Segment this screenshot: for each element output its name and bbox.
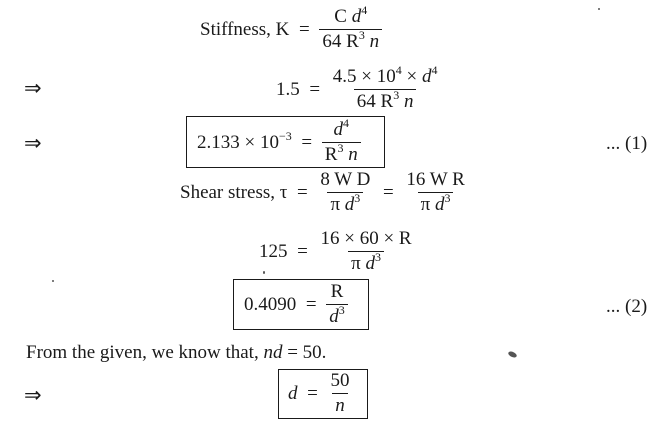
fraction-numerator: 50 [330,370,350,391]
equals-sign: = [301,131,313,153]
fraction-numerator: 16 W R [406,169,465,190]
equation-number-2: ... (2) [606,296,648,317]
fraction-denominator: n [332,393,348,417]
scan-speck [263,271,265,274]
stiffness-substitution [276,63,440,113]
equals-sign: = [297,181,308,203]
lhs-value: 0.4090 [244,293,297,315]
fraction-denominator: π $d^3$ [348,251,384,275]
boxed-fraction-1 [322,116,361,166]
equals-sign: = [382,181,394,203]
boxed-equation-2 [244,281,348,328]
substitution-fraction [330,63,441,113]
shear-stress-equation [180,169,468,216]
lhs-value: $2.133 \times 10^{-3}$ [197,128,292,153]
fraction-denominator: 64 $R^3$ n [319,29,382,53]
fraction-denominator: $R^3$ n [322,142,361,166]
boxed-fraction-2 [326,281,348,328]
fraction-denominator: π $d^3$ [418,192,454,216]
scan-speck [507,350,517,358]
lhs-value: 1.5 [276,78,300,100]
shear-sub-fraction [318,228,415,275]
equals-sign: = [309,78,321,100]
equals-sign: = [305,293,317,315]
scan-speck [52,280,54,282]
fraction-numerator: R [330,281,344,302]
implies-arrow-icon: ⇒ [24,383,42,407]
equation-number-1: ... (1) [606,133,648,154]
stiffness-label: Stiffness, K [200,18,290,40]
shear-stress-label: Shear stress, τ [180,181,288,203]
fraction-numerator: C $d^4$ [334,3,368,27]
fraction-numerator: 16 × 60 × R [320,228,412,249]
boxed-fraction-3 [328,370,353,417]
fraction-numerator: 8 W D [320,169,371,190]
equals-sign: = [307,382,318,404]
boxed-equation-3 [288,370,353,417]
fraction-numerator: $d^4$ [333,116,349,140]
stiffness-equation [200,3,382,53]
fraction-denominator: 64 $R^3$ n [354,89,417,113]
shear-fraction-2 [403,169,467,216]
fraction-denominator: $d^3$ [326,304,348,328]
given-statement: From the given, we know that, nd = 50. [26,342,327,363]
implies-arrow-icon: ⇒ [24,76,42,100]
stiffness-fraction [319,3,382,53]
lhs-value: 125 [259,240,288,262]
lhs-variable: d [288,382,298,404]
equals-sign: = [297,240,308,262]
boxed-equation-1 [197,116,361,166]
implies-arrow-icon: ⇒ [24,131,42,155]
shear-substitution [259,228,415,275]
scan-speck [598,8,600,10]
fraction-denominator: π $d^3$ [327,192,363,216]
fraction-numerator: $4.5 \times 10^4 \times d^4$ [332,63,438,87]
shear-fraction-1 [317,169,373,216]
equals-sign: = [299,18,310,40]
